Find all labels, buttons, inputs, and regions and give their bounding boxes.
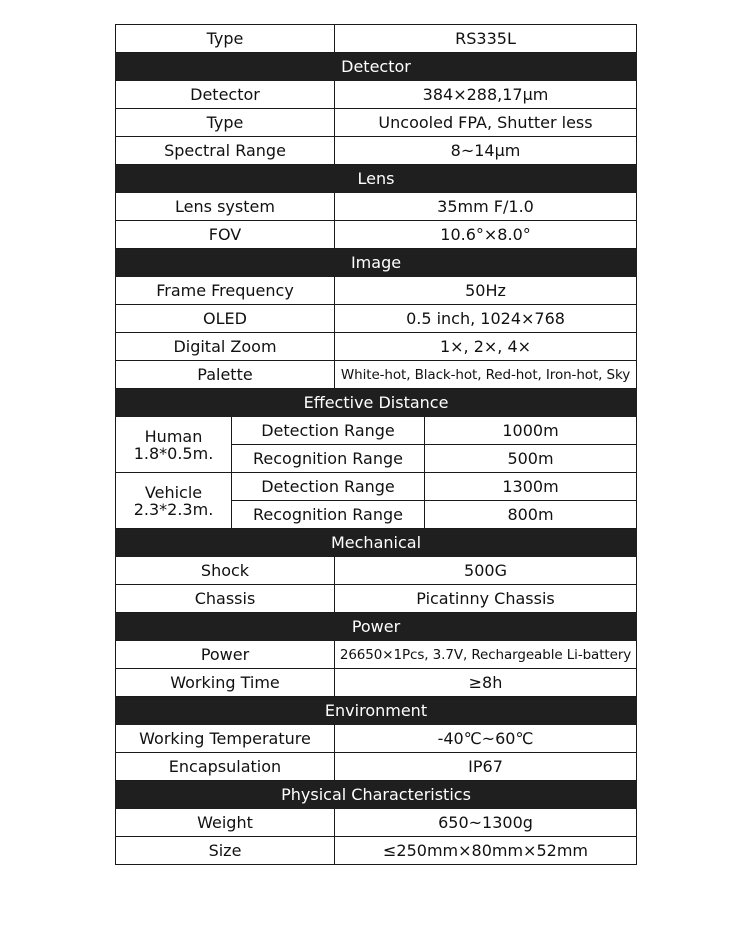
spec-value: 1×, 2×, 4× (335, 333, 637, 361)
spec-label: Palette (116, 361, 335, 389)
section-header-environment (116, 697, 637, 725)
spec-value: 500G (335, 557, 637, 585)
section-header-image (116, 249, 637, 277)
spec-row (116, 585, 637, 613)
section-header-physical (116, 781, 637, 809)
spec-label: Type (116, 109, 335, 137)
distance-row (116, 417, 637, 445)
spec-row (116, 305, 637, 333)
spec-value: 650~1300g (335, 809, 637, 837)
spec-sheet (115, 24, 636, 865)
spec-label: Working Time (116, 669, 335, 697)
spec-value: 0.5 inch, 1024×768 (335, 305, 637, 333)
spec-label: Chassis (116, 585, 335, 613)
section-title: Mechanical (116, 529, 637, 557)
section-header-mechanical (116, 529, 637, 557)
range-label: Detection Range (232, 473, 425, 501)
section-title: Detector (116, 53, 637, 81)
spec-value: 10.6°×8.0° (335, 221, 637, 249)
spec-row (116, 277, 637, 305)
section-title: Lens (116, 165, 637, 193)
spec-value: 50Hz (335, 277, 637, 305)
spec-label: Shock (116, 557, 335, 585)
section-header-effective-distance (116, 389, 637, 417)
target-size: 2.3*2.3m. (133, 499, 214, 519)
spec-row (116, 137, 637, 165)
range-value: 1300m (425, 473, 637, 501)
spec-value: ≥8h (335, 669, 637, 697)
range-label: Detection Range (232, 417, 425, 445)
range-value: 500m (425, 445, 637, 473)
target-name: Human (144, 426, 203, 446)
spec-row (116, 81, 637, 109)
target-name: Vehicle (144, 482, 203, 502)
spec-row (116, 221, 637, 249)
spec-label: Working Temperature (116, 725, 335, 753)
spec-label: Type (116, 25, 335, 53)
target-human-cell (116, 417, 232, 473)
section-header-power (116, 613, 637, 641)
spec-label: FOV (116, 221, 335, 249)
spec-row (116, 837, 637, 865)
spec-label: OLED (116, 305, 335, 333)
spec-value: Picatinny Chassis (335, 585, 637, 613)
spec-label: Detector (116, 81, 335, 109)
spec-value: White-hot, Black-hot, Red-hot, Iron-hot, Sky (335, 361, 637, 389)
range-label: Recognition Range (232, 501, 425, 529)
spec-row (116, 669, 637, 697)
spec-row (116, 333, 637, 361)
section-header-detector (116, 53, 637, 81)
section-title: Physical Characteristics (116, 781, 637, 809)
spec-label: Frame Frequency (116, 277, 335, 305)
spec-table (115, 24, 637, 865)
spec-value: RS335L (335, 25, 637, 53)
spec-label: Spectral Range (116, 137, 335, 165)
section-title: Environment (116, 697, 637, 725)
spec-row (116, 809, 637, 837)
spec-row (116, 557, 637, 585)
spec-value: -40℃~60℃ (335, 725, 637, 753)
spec-row (116, 193, 637, 221)
spec-value: 8~14μm (335, 137, 637, 165)
spec-label: Weight (116, 809, 335, 837)
distance-row (116, 473, 637, 501)
spec-row (116, 725, 637, 753)
spec-value: Uncooled FPA, Shutter less (335, 109, 637, 137)
range-value: 800m (425, 501, 637, 529)
section-title: Image (116, 249, 637, 277)
target-size: 1.8*0.5m. (133, 443, 214, 463)
spec-label: Size (116, 837, 335, 865)
target-vehicle-cell (116, 473, 232, 529)
spec-label: Lens system (116, 193, 335, 221)
spec-row (116, 641, 637, 669)
range-label: Recognition Range (232, 445, 425, 473)
spec-row (116, 109, 637, 137)
spec-row (116, 753, 637, 781)
spec-label: Encapsulation (116, 753, 335, 781)
spec-value: IP67 (335, 753, 637, 781)
spec-row (116, 361, 637, 389)
section-title: Power (116, 613, 637, 641)
spec-value: ≤250mm×80mm×52mm (335, 837, 637, 865)
spec-value: 26650×1Pcs, 3.7V, Rechargeable Li-battery (335, 641, 637, 669)
spec-label: Power (116, 641, 335, 669)
section-title: Effective Distance (116, 389, 637, 417)
spec-label: Digital Zoom (116, 333, 335, 361)
spec-value: 35mm F/1.0 (335, 193, 637, 221)
range-value: 1000m (425, 417, 637, 445)
section-header-lens (116, 165, 637, 193)
spec-row-type (116, 25, 637, 53)
spec-value: 384×288,17μm (335, 81, 637, 109)
